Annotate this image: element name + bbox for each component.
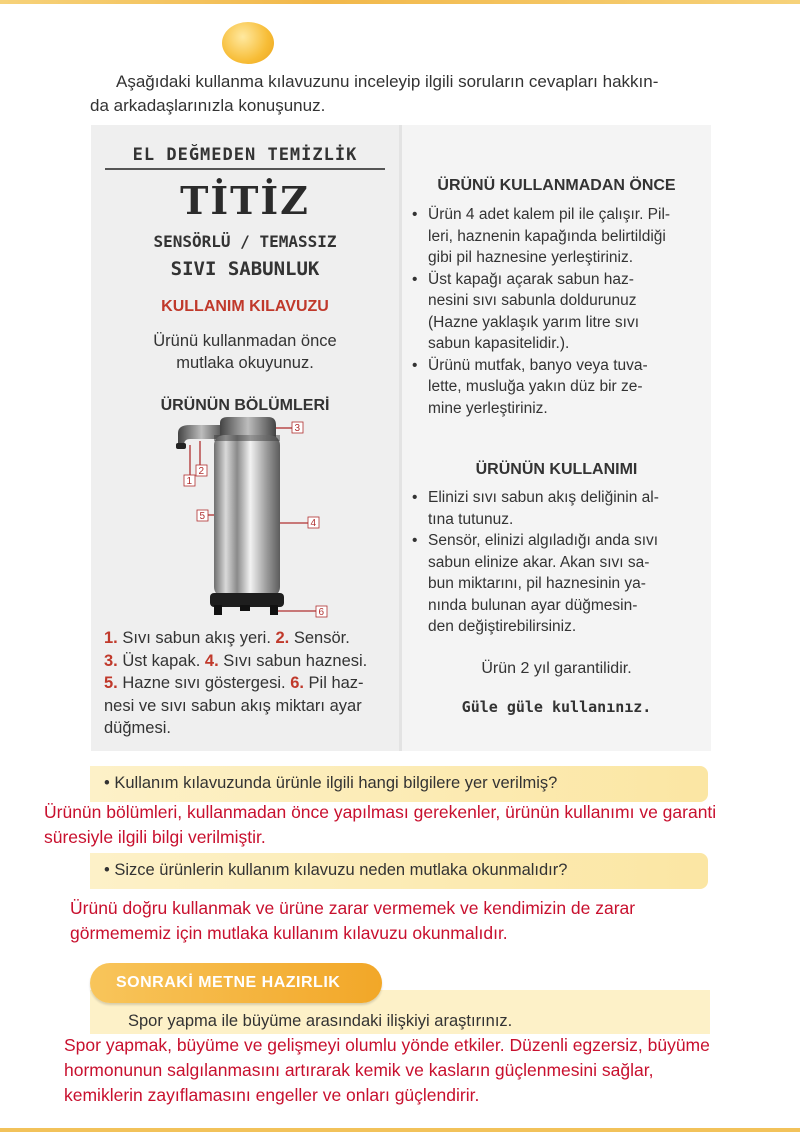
question-1: • Kullanım kılavuzunda ürünle ilgili hangi bilgilere yer verilmiş? [104,774,558,792]
closing-note: Güle güle kullanınız. [461,698,652,716]
next-section-tab [90,963,382,1003]
read-first-note [115,330,375,374]
warranty-note: Ürün 2 yıl garantilidir. [481,660,632,677]
list-item: • Ürünü mutfak, banyo veya tuva- lette, musluğa yakın düz bir ze- mine yerleştiriniz. [412,355,702,420]
manual-tagline: EL DEĞMEDEN TEMİZLİK [105,145,385,170]
answer-1 [44,800,716,850]
callout-5: 5 [199,511,206,522]
part-label: Sensör. [289,629,350,647]
part-number: 4. [204,651,219,670]
answer-line: Ürünün bölümleri, kullanmadan önce yapılması gerekenler, ürünün kullanımı ve garanti [44,802,717,822]
panel-divider [399,125,402,751]
part-label: düğmesi. [104,719,171,737]
answer-line: hormonunun salgılanmasını artırarak kemik ve kasların güçlenmesini sağlar, [64,1060,654,1080]
guide-title: KULLANIM KILAVUZU [161,298,329,315]
callout-3: 3 [294,423,301,434]
usage-title: ÜRÜNÜN KULLANIMI [475,461,638,478]
answer-line: Spor yapmak, büyüme ve gelişmeyi olumlu yönde etkiler. Düzenli egzersiz, büyüme [64,1035,710,1055]
next-section-answer [64,1033,710,1108]
callout-1: 1 [186,476,193,487]
list-item: • Sensör, elinizi algıladığı anda sıvı sabun elinize akar. Akan sıvı sa- bun miktarını, pil haznesinin ya- nında bulunan ayar düğmesin- den değiştirebilirsiniz. [412,530,702,638]
part-number: 6. [290,674,304,692]
product-subtitle-1: SENSÖRLÜ / TEMASSIZ [153,232,337,251]
part-label: Sıvı sabun haznesi. [218,651,368,670]
answer-2 [70,896,635,946]
soap-dispenser-image [170,415,340,625]
callout-2: 2 [198,466,205,477]
part-number: 3. [104,651,118,670]
callout-4: 4 [310,518,317,529]
answer-line: görmememiz için mutlaka kullanım kılavuzu okunmalıdır. [70,923,508,943]
answer-line: Ürünü doğru kullanmak ve ürüne zarar vermemek ve kendimizin de zarar [70,898,636,918]
list-item: • Üst kapağı açarak sabun haz- nesini sıvı sabunla doldurunuz (Hazne yaklaşık yarım litre sıvı sabun kapasitelidir.). [412,269,702,355]
brand-name: TİTİZ [180,178,310,223]
before-use-list [412,204,702,419]
part-number: 5. [104,674,118,692]
answer-line: kemiklerin zayıflamasını engeller ve onları güçlendirir. [64,1085,480,1105]
part-number: 2. [275,629,290,647]
next-section-title: SONRAKİ METNE HAZIRLIK [116,974,341,991]
read-first-line-1: Ürünü kullanmadan önce [153,332,337,350]
parts-title: ÜRÜNÜN BÖLÜMLERİ [160,397,330,414]
usage-list [412,487,702,638]
part-label: Hazne sıvı göstergesi. [117,674,291,692]
intro-line-2: da arkadaşlarınızla konuşunuz. [90,96,326,115]
part-label: Üst kapak. [117,651,205,670]
product-subtitle-2: SIVI SABUNLUK [170,258,320,280]
parts-list [104,627,394,740]
next-section-prompt: Spor yapma ile büyüme arasındaki ilişkiyi araştırınız. [128,1012,513,1030]
list-item: • Ürün 4 adet kalem pil ile çalışır. Pil- leri, haznenin kapağında belirtildiği gibi pil haznesine yerleştiriniz. [412,204,702,269]
decorative-dot [222,22,274,64]
part-label: Pil haz- [303,674,364,692]
intro-line-1: Aşağıdaki kullanma kılavuzunu inceleyip ilgili soruların cevapları hakkın- [116,72,659,91]
part-label: nesi ve sıvı sabun akış miktarı ayar [104,696,362,715]
part-label: Sıvı sabun akış yeri. [117,629,276,647]
top-rule [0,0,800,4]
intro-paragraph [90,70,730,118]
answer-line: süresiyle ilgili bilgi verilmiştir. [44,827,266,847]
before-use-title: ÜRÜNÜ KULLANMADAN ÖNCE [437,177,676,194]
list-item: • Elinizi sıvı sabun akış deliğinin al- tına tutunuz. [412,487,702,530]
part-number: 1. [104,629,118,647]
callout-6: 6 [318,607,325,618]
question-2: • Sizce ürünlerin kullanım kılavuzu neden mutlaka okunmalıdır? [104,861,568,879]
bottom-rule [0,1128,800,1132]
read-first-line-2: mutlaka okuyunuz. [176,354,314,372]
